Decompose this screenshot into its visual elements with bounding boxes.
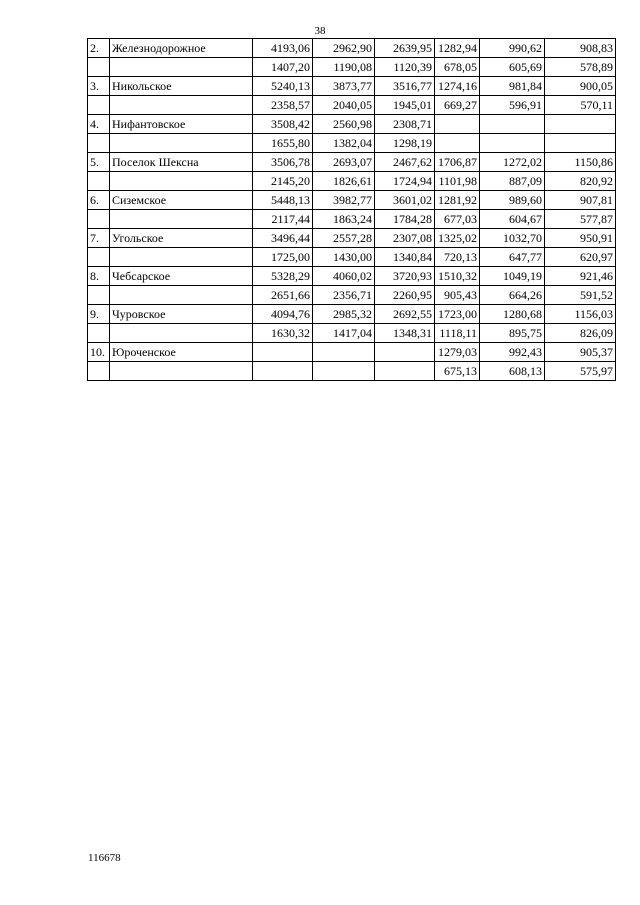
value-cell: 1280,68 xyxy=(480,305,545,324)
value-cell: 2639,95 xyxy=(375,39,435,58)
page-number: 38 xyxy=(314,25,326,37)
row-number-cell: 6. xyxy=(88,191,110,210)
value-cell: 1340,84 xyxy=(375,248,435,267)
table-row xyxy=(88,324,616,343)
value-cell: 675,13 xyxy=(435,362,480,381)
value-cell: 1101,98 xyxy=(435,172,480,191)
table-row xyxy=(88,343,616,362)
settlement-name-cell xyxy=(110,58,253,77)
value-cell: 596,91 xyxy=(480,96,545,115)
value-cell: 907,81 xyxy=(545,191,616,210)
value-cell: 2557,28 xyxy=(313,229,375,248)
value-cell: 1723,00 xyxy=(435,305,480,324)
value-cell: 1430,00 xyxy=(313,248,375,267)
settlement-name-cell: Угольское xyxy=(110,229,253,248)
value-cell: 1945,01 xyxy=(375,96,435,115)
table-row xyxy=(88,153,616,172)
value-cell xyxy=(253,343,313,362)
row-number-cell: 4. xyxy=(88,115,110,134)
settlement-name-cell: Юроченское xyxy=(110,343,253,362)
value-cell: 2985,32 xyxy=(313,305,375,324)
value-cell: 3508,42 xyxy=(253,115,313,134)
value-cell xyxy=(480,134,545,153)
settlement-name-cell xyxy=(110,96,253,115)
value-cell: 5240,13 xyxy=(253,77,313,96)
value-cell: 570,11 xyxy=(545,96,616,115)
table-row xyxy=(88,305,616,324)
value-cell: 605,69 xyxy=(480,58,545,77)
settlement-name-cell xyxy=(110,134,253,153)
row-number-cell xyxy=(88,324,110,343)
value-cell: 2308,71 xyxy=(375,115,435,134)
value-cell: 3873,77 xyxy=(313,77,375,96)
value-cell: 992,43 xyxy=(480,343,545,362)
value-cell: 720,13 xyxy=(435,248,480,267)
value-cell: 1190,08 xyxy=(313,58,375,77)
table-row xyxy=(88,286,616,305)
value-cell: 2651,66 xyxy=(253,286,313,305)
value-cell: 1325,02 xyxy=(435,229,480,248)
value-cell: 908,83 xyxy=(545,39,616,58)
value-cell: 1630,32 xyxy=(253,324,313,343)
value-cell: 5448,13 xyxy=(253,191,313,210)
table-row xyxy=(88,229,616,248)
value-cell: 604,67 xyxy=(480,210,545,229)
table-row xyxy=(88,267,616,286)
value-cell: 2307,08 xyxy=(375,229,435,248)
value-cell: 664,26 xyxy=(480,286,545,305)
value-cell: 4060,02 xyxy=(313,267,375,286)
value-cell: 1272,02 xyxy=(480,153,545,172)
value-cell: 575,97 xyxy=(545,362,616,381)
value-cell xyxy=(435,134,480,153)
value-cell xyxy=(375,343,435,362)
value-cell: 1156,03 xyxy=(545,305,616,324)
value-cell: 900,05 xyxy=(545,77,616,96)
value-cell: 1282,94 xyxy=(435,39,480,58)
settlement-name-cell: Чуровское xyxy=(110,305,253,324)
settlement-name-cell: Чебсарское xyxy=(110,267,253,286)
value-cell: 1032,70 xyxy=(480,229,545,248)
value-cell: 3506,78 xyxy=(253,153,313,172)
value-cell: 1298,19 xyxy=(375,134,435,153)
value-cell xyxy=(480,115,545,134)
row-number-cell xyxy=(88,286,110,305)
value-cell: 1348,31 xyxy=(375,324,435,343)
value-cell: 826,09 xyxy=(545,324,616,343)
table-row xyxy=(88,172,616,191)
tariff-table xyxy=(87,38,616,381)
value-cell: 2560,98 xyxy=(313,115,375,134)
value-cell: 989,60 xyxy=(480,191,545,210)
settlement-name-cell xyxy=(110,286,253,305)
value-cell: 3601,02 xyxy=(375,191,435,210)
value-cell: 895,75 xyxy=(480,324,545,343)
value-cell: 669,27 xyxy=(435,96,480,115)
row-number-cell xyxy=(88,362,110,381)
value-cell: 981,84 xyxy=(480,77,545,96)
table-body xyxy=(88,39,616,381)
value-cell: 4193,06 xyxy=(253,39,313,58)
value-cell: 608,13 xyxy=(480,362,545,381)
row-number-cell xyxy=(88,96,110,115)
value-cell: 3720,93 xyxy=(375,267,435,286)
row-number-cell xyxy=(88,210,110,229)
value-cell: 1281,92 xyxy=(435,191,480,210)
value-cell: 1279,03 xyxy=(435,343,480,362)
value-cell: 1120,39 xyxy=(375,58,435,77)
value-cell: 887,09 xyxy=(480,172,545,191)
settlement-name-cell xyxy=(110,324,253,343)
row-number-cell: 7. xyxy=(88,229,110,248)
value-cell: 1274,16 xyxy=(435,77,480,96)
value-cell: 1150,86 xyxy=(545,153,616,172)
value-cell: 1417,04 xyxy=(313,324,375,343)
value-cell: 2692,55 xyxy=(375,305,435,324)
value-cell: 647,77 xyxy=(480,248,545,267)
table-row xyxy=(88,362,616,381)
value-cell: 905,43 xyxy=(435,286,480,305)
value-cell: 1118,11 xyxy=(435,324,480,343)
value-cell: 1784,28 xyxy=(375,210,435,229)
table-row xyxy=(88,58,616,77)
settlement-name-cell: Поселок Шексна xyxy=(110,153,253,172)
value-cell: 2962,90 xyxy=(313,39,375,58)
value-cell: 2040,05 xyxy=(313,96,375,115)
table-row xyxy=(88,115,616,134)
settlement-name-cell xyxy=(110,362,253,381)
value-cell: 1826,61 xyxy=(313,172,375,191)
row-number-cell xyxy=(88,58,110,77)
table-row xyxy=(88,210,616,229)
value-cell: 3516,77 xyxy=(375,77,435,96)
value-cell: 2260,95 xyxy=(375,286,435,305)
value-cell: 677,03 xyxy=(435,210,480,229)
table-row xyxy=(88,191,616,210)
value-cell: 990,62 xyxy=(480,39,545,58)
value-cell: 591,52 xyxy=(545,286,616,305)
row-number-cell xyxy=(88,134,110,153)
value-cell: 2117,44 xyxy=(253,210,313,229)
settlement-name-cell: Сиземское xyxy=(110,191,253,210)
value-cell: 2145,20 xyxy=(253,172,313,191)
settlement-name-cell: Никольское xyxy=(110,77,253,96)
settlement-name-cell: Железнодорожное xyxy=(110,39,253,58)
value-cell: 1725,00 xyxy=(253,248,313,267)
value-cell: 1655,80 xyxy=(253,134,313,153)
value-cell xyxy=(253,362,313,381)
value-cell: 578,89 xyxy=(545,58,616,77)
row-number-cell: 3. xyxy=(88,77,110,96)
row-number-cell: 9. xyxy=(88,305,110,324)
value-cell: 950,91 xyxy=(545,229,616,248)
table-row xyxy=(88,77,616,96)
row-number-cell: 2. xyxy=(88,39,110,58)
value-cell: 3982,77 xyxy=(313,191,375,210)
value-cell: 1706,87 xyxy=(435,153,480,172)
value-cell: 678,05 xyxy=(435,58,480,77)
row-number-cell: 5. xyxy=(88,153,110,172)
value-cell: 5328,29 xyxy=(253,267,313,286)
table-row xyxy=(88,134,616,153)
row-number-cell: 8. xyxy=(88,267,110,286)
value-cell xyxy=(313,362,375,381)
value-cell xyxy=(545,134,616,153)
value-cell: 577,87 xyxy=(545,210,616,229)
table-row xyxy=(88,248,616,267)
value-cell xyxy=(435,115,480,134)
table-row xyxy=(88,39,616,58)
row-number-cell xyxy=(88,172,110,191)
value-cell xyxy=(375,362,435,381)
value-cell: 1863,24 xyxy=(313,210,375,229)
value-cell: 905,37 xyxy=(545,343,616,362)
value-cell: 1407,20 xyxy=(253,58,313,77)
value-cell xyxy=(313,343,375,362)
value-cell: 620,97 xyxy=(545,248,616,267)
value-cell: 1510,32 xyxy=(435,267,480,286)
value-cell: 2693,07 xyxy=(313,153,375,172)
settlement-name-cell xyxy=(110,172,253,191)
value-cell: 1382,04 xyxy=(313,134,375,153)
table-row xyxy=(88,96,616,115)
value-cell: 1724,94 xyxy=(375,172,435,191)
value-cell: 2356,71 xyxy=(313,286,375,305)
row-number-cell: 10. xyxy=(88,343,110,362)
settlement-name-cell: Нифантовское xyxy=(110,115,253,134)
value-cell: 921,46 xyxy=(545,267,616,286)
settlement-name-cell xyxy=(110,210,253,229)
value-cell: 2358,57 xyxy=(253,96,313,115)
row-number-cell xyxy=(88,248,110,267)
footer-code: 116678 xyxy=(88,852,121,864)
value-cell: 1049,19 xyxy=(480,267,545,286)
value-cell: 4094,76 xyxy=(253,305,313,324)
value-cell xyxy=(545,115,616,134)
settlement-name-cell xyxy=(110,248,253,267)
value-cell: 2467,62 xyxy=(375,153,435,172)
value-cell: 820,92 xyxy=(545,172,616,191)
value-cell: 3496,44 xyxy=(253,229,313,248)
